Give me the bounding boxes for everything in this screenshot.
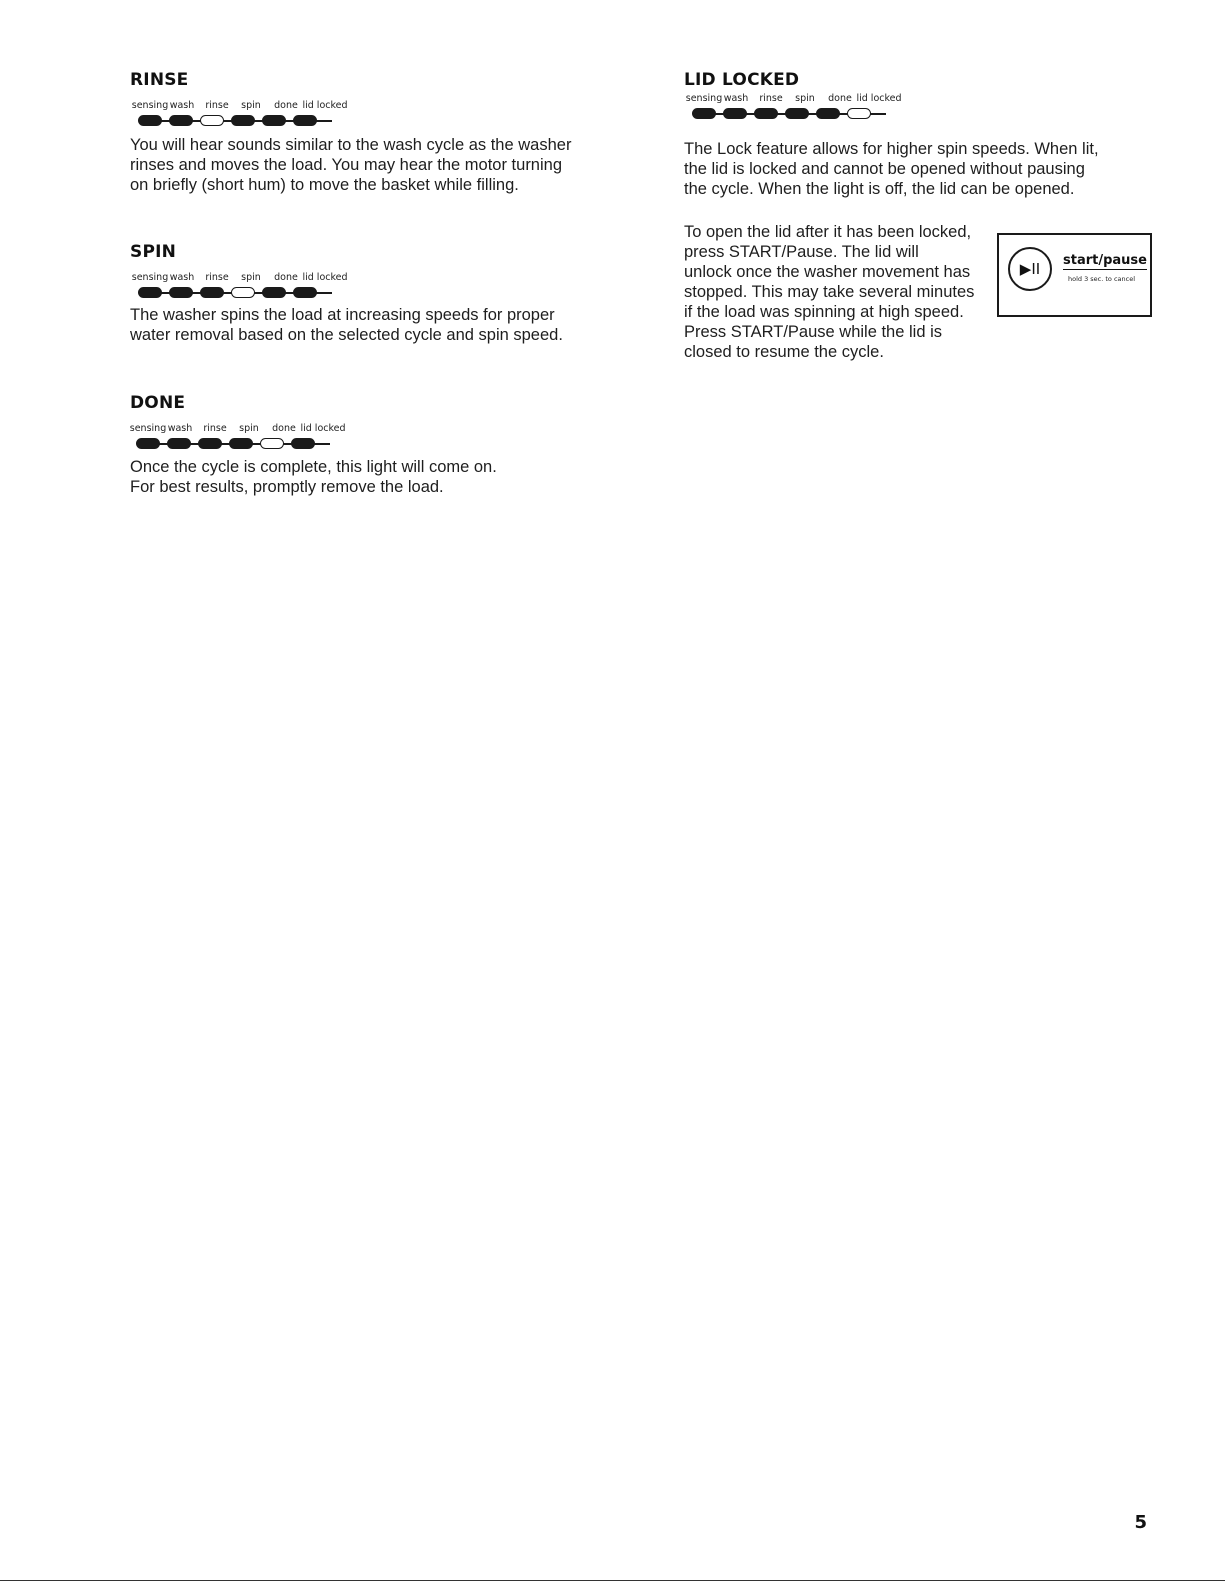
indicator-label: done bbox=[828, 93, 852, 104]
indicator-light bbox=[229, 438, 253, 449]
spin-heading: SPIN bbox=[130, 242, 177, 262]
lid-locked-section bbox=[684, 70, 1144, 362]
indicator-light bbox=[198, 438, 222, 449]
indicator-light bbox=[231, 287, 255, 298]
indicator-label: wash bbox=[169, 272, 195, 283]
page-number: 5 bbox=[1134, 1512, 1147, 1533]
indicator-light bbox=[723, 108, 747, 119]
indicator-light bbox=[754, 108, 778, 119]
indicator-label: sensing bbox=[685, 93, 723, 104]
indicator-label: rinse bbox=[759, 93, 783, 104]
indicator-label: spin bbox=[795, 93, 815, 104]
indicator-light bbox=[847, 108, 871, 119]
indicator-label: sensing bbox=[131, 100, 169, 111]
lid-open-instructions: To open the lid after it has been locked, press START/Pause. The lid will unlock once the washer movement has stopped. This may take several minutes if the load was spinning at high speed. Press START/Pause while the lid is closed to resume the cycle. bbox=[684, 223, 975, 361]
indicator-label: lid locked bbox=[302, 272, 348, 283]
spin-section bbox=[130, 242, 610, 345]
indicator-light bbox=[169, 115, 193, 126]
indicator-light bbox=[785, 108, 809, 119]
indicator-label: done bbox=[274, 272, 298, 283]
indicator-light bbox=[200, 287, 224, 298]
bottom-rule bbox=[0, 1580, 1225, 1581]
done-status-indicator bbox=[128, 423, 358, 451]
indicator-light bbox=[262, 287, 286, 298]
done-description: Once the cycle is complete, this light will come on. For best results, promptly remove the load. bbox=[130, 458, 497, 496]
start-pause-label: start/pause bbox=[1063, 253, 1147, 268]
indicator-light bbox=[260, 438, 284, 449]
done-section bbox=[130, 393, 610, 497]
indicator-light bbox=[293, 115, 317, 126]
indicator-label: wash bbox=[169, 100, 195, 111]
indicator-label: lid locked bbox=[300, 423, 346, 434]
indicator-label: spin bbox=[241, 100, 261, 111]
spin-description: The washer spins the load at increasing speeds for proper water removal based on the selected cycle and spin speed. bbox=[130, 306, 563, 344]
indicator-label: spin bbox=[241, 272, 261, 283]
indicator-label: done bbox=[272, 423, 296, 434]
indicator-light bbox=[231, 115, 255, 126]
start-pause-panel bbox=[997, 233, 1152, 317]
indicator-label: wash bbox=[723, 93, 749, 104]
rinse-heading: RINSE bbox=[130, 70, 189, 90]
indicator-light bbox=[167, 438, 191, 449]
indicator-label: wash bbox=[167, 423, 193, 434]
indicator-light bbox=[200, 115, 224, 126]
indicator-label: sensing bbox=[129, 423, 167, 434]
lid-locked-status-indicator bbox=[684, 93, 914, 121]
indicator-light bbox=[262, 115, 286, 126]
indicator-light bbox=[293, 287, 317, 298]
indicator-light bbox=[138, 115, 162, 126]
rinse-description: You will hear sounds similar to the wash cycle as the washer rinses and moves the load. You may hear the motor turning on briefly (short hum) to move the basket while filling. bbox=[130, 136, 572, 194]
indicator-label: rinse bbox=[205, 272, 229, 283]
indicator-label: lid locked bbox=[856, 93, 902, 104]
indicator-label: lid locked bbox=[302, 100, 348, 111]
play-pause-icon: ▶II bbox=[1008, 247, 1052, 291]
indicator-light bbox=[138, 287, 162, 298]
start-pause-sublabel: hold 3 sec. to cancel bbox=[1068, 275, 1136, 283]
indicator-light bbox=[291, 438, 315, 449]
indicator-light bbox=[169, 287, 193, 298]
indicator-label: rinse bbox=[203, 423, 227, 434]
indicator-label: sensing bbox=[131, 272, 169, 283]
rinse-section bbox=[130, 70, 610, 195]
lid-locked-description: The Lock feature allows for higher spin speeds. When lit, the lid is locked and cannot be opened without pausing the cycle. When the light is off, the lid can be opened. bbox=[684, 140, 1099, 198]
done-heading: DONE bbox=[130, 393, 186, 413]
spin-status-indicator bbox=[130, 272, 360, 300]
indicator-label: done bbox=[274, 100, 298, 111]
rinse-status-indicator bbox=[130, 100, 360, 128]
indicator-light bbox=[692, 108, 716, 119]
indicator-light bbox=[816, 108, 840, 119]
indicator-label: rinse bbox=[205, 100, 229, 111]
indicator-light bbox=[136, 438, 160, 449]
lid-locked-heading: LID LOCKED bbox=[684, 70, 800, 90]
indicator-label: spin bbox=[239, 423, 259, 434]
